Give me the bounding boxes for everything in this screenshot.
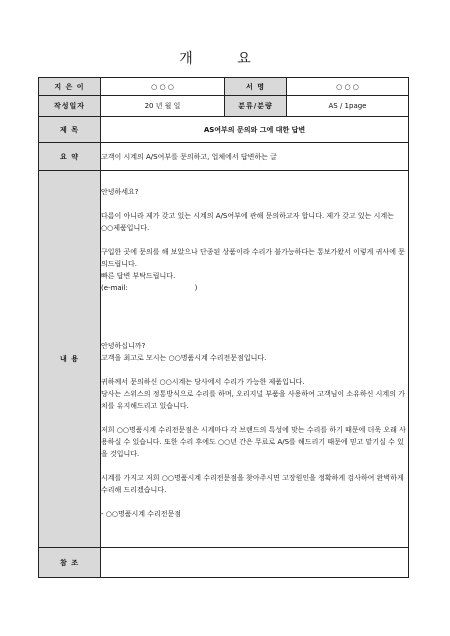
summary-form: [38, 77, 409, 578]
author-value: ○ ○ ○: [101, 78, 225, 96]
spacer: [101, 306, 408, 340]
date-row: [39, 96, 409, 117]
content-row: [39, 171, 409, 548]
summary-value: 고객이 시계의 A/S여부를 문의하고, 업체에서 답변하는 글: [101, 143, 409, 171]
inquiry-paragraph-1: 다름이 아니라 제가 갖고 있는 시계의 A/S여부에 관해 문의하고자 합니다. 제가 갖고 있는 시계는 ○○제품입니다.: [101, 212, 397, 232]
category-label: 분류/분량: [225, 96, 287, 117]
date-label: 작성일자: [39, 96, 101, 117]
reference-row: [39, 548, 409, 578]
reply-paragraph-3: 시계를 가지고 저희 ○○명품시계 수리전문점을 찾아주시면 고장원인을 정확하게 검사하여 완벽하게 수리해 드리겠습니다.: [101, 474, 406, 494]
document-title: 개 요: [179, 51, 271, 67]
content-body: [101, 171, 409, 548]
inquiry-paragraph-2: 구입한 곳에 문의를 해 보았으나 단종된 상품이라 수리가 불가능하다는 통보가왔서 이렇게 귀사에 문의드립니다. 빠른 답변 부탁드립니다. (e-mail: ): [101, 248, 405, 292]
author-row: [39, 78, 409, 96]
book-title-label: 서 명: [225, 78, 287, 96]
subject-value: AS여부의 문의와 그에 대한 답변: [101, 117, 409, 143]
book-title-value: ○ ○ ○: [287, 78, 409, 96]
subject-row: [39, 117, 409, 143]
reference-label: 참 조: [39, 548, 101, 578]
author-label: 지 은 이: [39, 78, 101, 96]
category-value: AS / 1page: [287, 96, 409, 117]
subject-label: 제 목: [39, 117, 101, 143]
summary-row: [39, 143, 409, 171]
date-value: 20 년 월 일: [101, 96, 225, 117]
reference-value: [101, 548, 409, 578]
summary-label: 요 약: [39, 143, 101, 171]
reply-signature: - ○○명품시계 수리전문점: [101, 510, 182, 518]
reply-paragraph-2: 저희 ○○명품시계 수리전문점은 시계마다 각 브랜드의 특성에 맞는 수리를 하기 때문에 더욱 오래 사용하실 수 있습니다. 또한 수리 후에도 ○○년 간은 무료로 A/S를 해드리기 때문에 믿고 맡기실 수 있을 것입니다.: [101, 426, 406, 458]
content-label: 내 용: [39, 171, 101, 548]
reply-paragraph-1: 귀하께서 문의하신 ○○시계는 당사에서 수리가 가능한 제품입니다. 당사는 스위스의 정통방식으로 수리를 하며, 오리지널 부품을 사용하여 고객님이 소유하신 시계의 가치를 유지해드리고 있습니다.: [101, 378, 405, 410]
inquiry-greeting: 안녕하세요?: [101, 188, 139, 196]
reply-greeting: 안녕하십니까? 고객을 최고로 모시는 ○○명품시계 수리전문점입니다.: [101, 342, 267, 362]
